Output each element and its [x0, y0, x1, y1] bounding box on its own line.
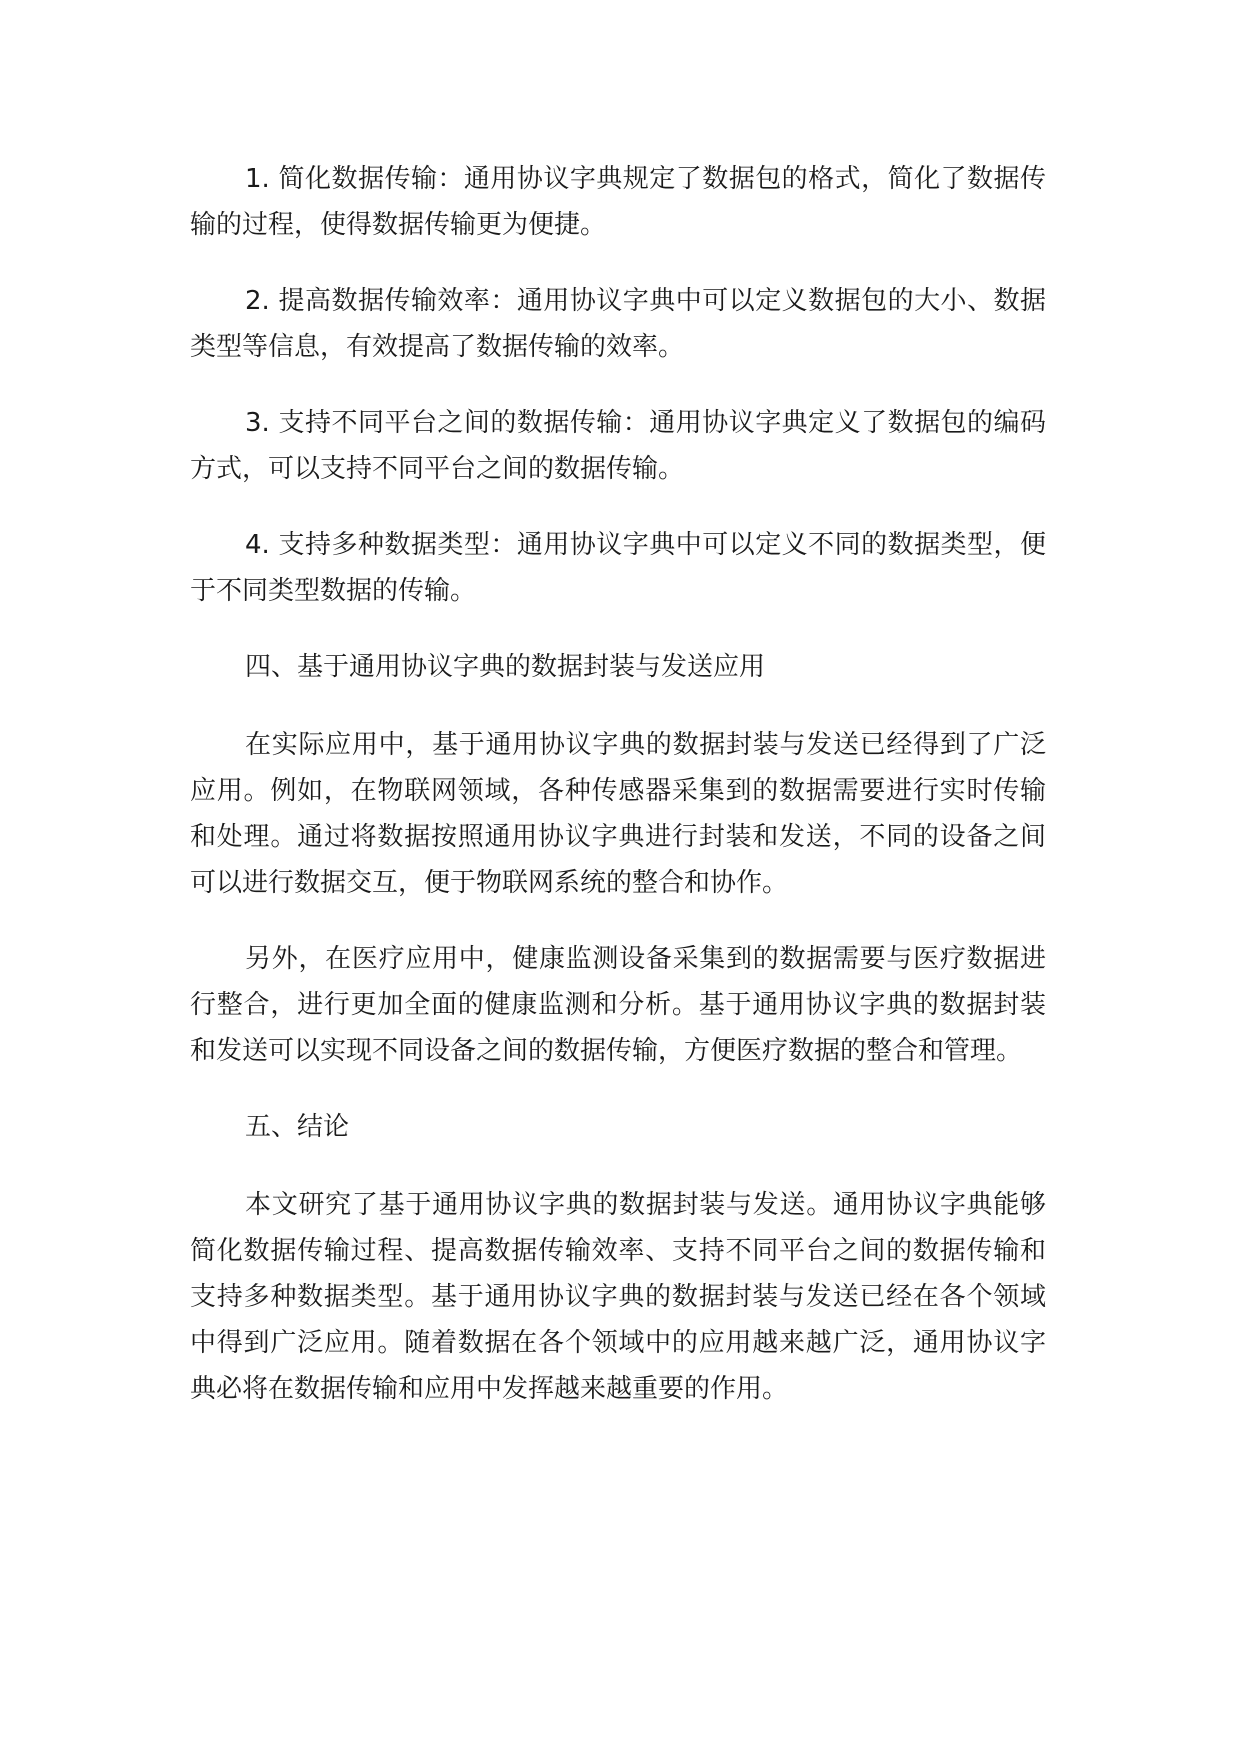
paragraph-medical-application: 另外，在医疗应用中，健康监测设备采集到的数据需要与医疗数据进行整合，进行更加全面的健康监测和分析。基于通用协议字典的数据封装和发送可以实现不同设备之间的数据传输，方便医疗数据的整合和管理。 [190, 944, 1046, 1066]
paragraph-conclusion: 本文研究了基于通用协议字典的数据封装与发送。通用协议字典能够简化数据传输过程、提高数据传输效率、支持不同平台之间的数据传输和支持多种数据类型。基于通用协议字典的数据封装与发送已经在各个领域中得到广泛应用。随着数据在各个领域中的应用越来越广泛，通用协议字典必将在数据传输和应用中发挥越来越重要的作用。 [190, 1190, 1046, 1404]
paragraph-iot-application: 在实际应用中，基于通用协议字典的数据封装与发送已经得到了广泛应用。例如，在物联网领域，各种传感器采集到的数据需要进行实时传输和处理。通过将数据按照通用协议字典进行封装和发送，不同的设备之间可以进行数据交互，便于物联网系统的整合和协作。 [190, 730, 1046, 898]
list-item-simplify-transfer: 1. 简化数据传输：通用协议字典规定了数据包的格式，简化了数据传输的过程，使得数据传输更为便捷。 [190, 164, 1046, 240]
list-item-cross-platform: 3. 支持不同平台之间的数据传输：通用协议字典定义了数据包的编码方式，可以支持不同平台之间的数据传输。 [190, 408, 1046, 484]
list-item-data-types: 4. 支持多种数据类型：通用协议字典中可以定义不同的数据类型，便于不同类型数据的传输。 [190, 530, 1046, 606]
section-heading-conclusion: 五、结论 [245, 1112, 350, 1142]
section-heading-applications: 四、基于通用协议字典的数据封装与发送应用 [245, 652, 766, 682]
list-item-improve-efficiency: 2. 提高数据传输效率：通用协议字典中可以定义数据包的大小、数据类型等信息，有效提高了数据传输的效率。 [190, 286, 1046, 362]
document-body [190, 156, 1046, 1442]
